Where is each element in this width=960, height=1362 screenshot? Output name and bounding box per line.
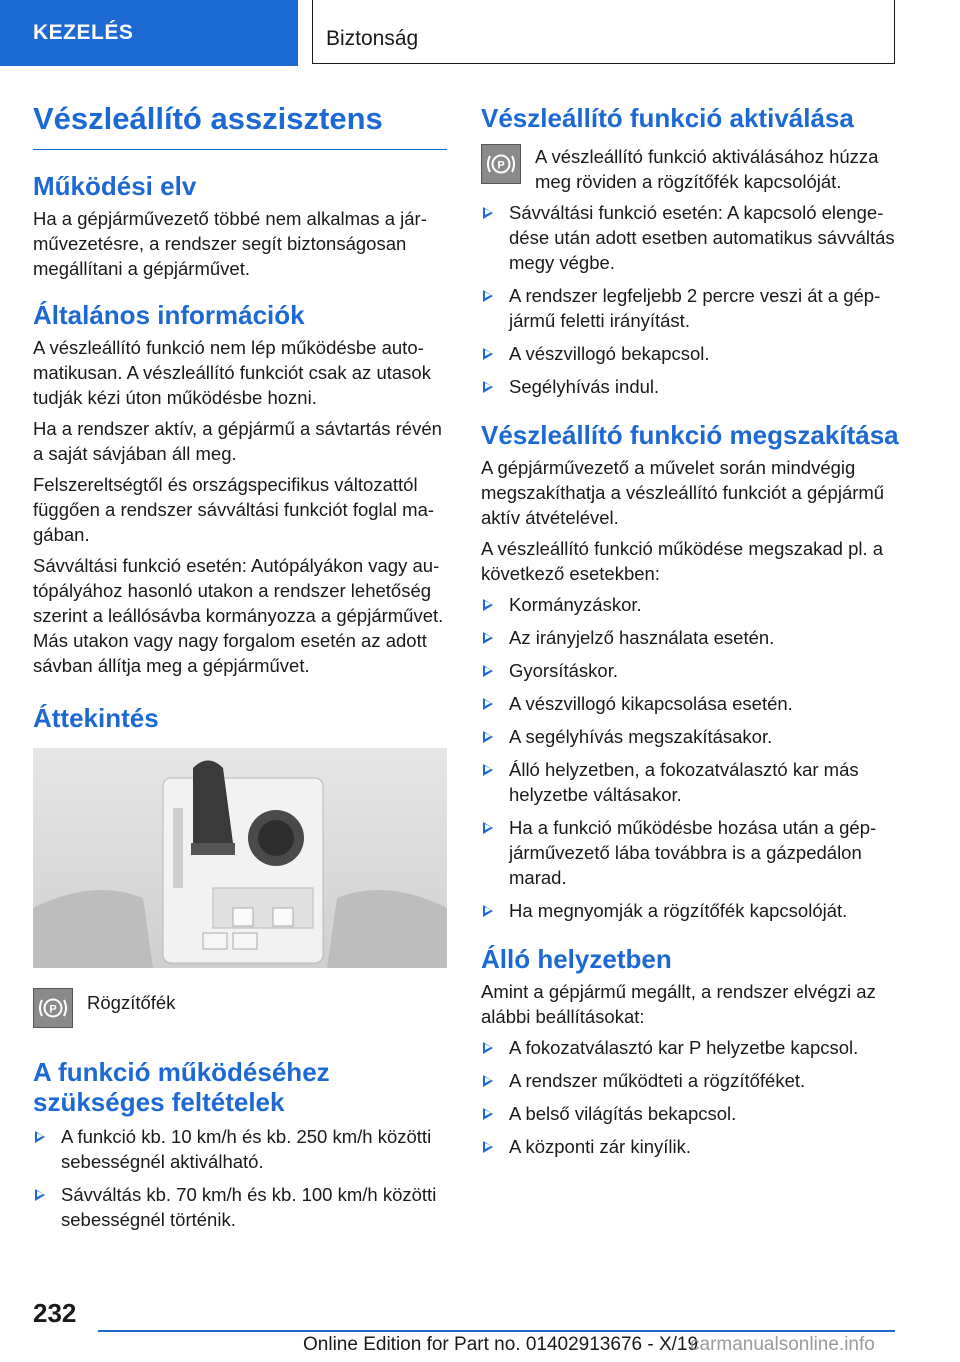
list-item: Az irányjelző használata esetén.: [481, 625, 901, 650]
gear-console-photo: [33, 748, 447, 968]
list-item: A belső világítás bekapcsol.: [481, 1101, 901, 1126]
list-item: Ha megnyomják a rögzítőfék kapcsolóját.: [481, 898, 901, 923]
bullet-triangle-icon: [483, 599, 493, 611]
caption: Rögzítőfék: [87, 991, 176, 1013]
heading-attekintes: Áttekintés: [33, 702, 159, 733]
parking-brake-icon: [481, 144, 521, 184]
bullet-triangle-icon: [483, 764, 493, 776]
page-header: [0, 0, 960, 66]
list-item: Sávváltás kb. 70 km/h és kb. 100 km/h közötti sebességnél történik.: [33, 1182, 447, 1232]
heading-altalanos-informaciok: Általános információk: [33, 300, 305, 331]
bullet-triangle-icon: [483, 381, 493, 393]
list-item: A központi zár kinyílik.: [481, 1134, 901, 1159]
center-console-illustration: [33, 748, 447, 968]
paragraph: Ha a gépjárművezető többé nem alkalmas a járművezetésre, a rendszer segít biztonságosan megállítani a gépjárművet.: [33, 208, 427, 280]
list-item: A rendszer működteti a rögzítőféket.: [481, 1068, 901, 1093]
section-tab: Biztonság: [312, 0, 895, 64]
bullet-triangle-icon: [483, 822, 493, 834]
bullet-triangle-icon: [483, 1042, 493, 1054]
list-item: A vészvillogó bekapcsol.: [481, 341, 901, 366]
edition-text: Online Edition for Part no. 01402913676 - X/19: [303, 1334, 699, 1355]
bullet-triangle-icon: [483, 1108, 493, 1120]
watermark: carmanualsonline.info: [690, 1334, 875, 1355]
paragraph: Ha a rendszer aktív, a gépjármű a sávtartás révén a saját sávjában áll meg.: [33, 417, 442, 464]
bullet-triangle-icon: [483, 632, 493, 644]
list-item: Sávváltási funkció esetén: A kapcsoló elengedése után adott esetben automatikus sávváltás megy végbe.: [481, 200, 901, 275]
list-item: Gyorsításkor.: [481, 658, 901, 683]
bullet-triangle-icon: [483, 290, 493, 302]
bullet-triangle-icon: [35, 1189, 45, 1201]
paragraph: Amint a gépjármű megállt, a rendszer elvégzi az alábbi beállításokat:: [481, 980, 876, 1027]
right-column: [481, 100, 901, 1167]
activation-text: A vészleállító funkció aktiválásához húzza meg röviden a rögzítőfék kapcsolóját.: [535, 145, 879, 192]
svg-text:P: P: [497, 159, 505, 172]
caption-row: [33, 988, 447, 1028]
paragraph: Felszereltségtől és országspecifikus változattól függően a rendszer sávváltási funkciót foglal magában.: [33, 473, 435, 545]
list-item: Segélyhívás indul.: [481, 374, 901, 399]
bullet-triangle-icon: [483, 731, 493, 743]
paragraph: A gépjárművezető a művelet során mindvégig megszakíthatja a vészleállító funkciót a gépjármű aktív átvételével.: [481, 456, 885, 528]
heading-megszakitas: Vészleállító funkció megszakítása: [481, 419, 899, 450]
interrupt-list: [481, 592, 901, 923]
paragraph: A vészleállító funkció nem lép működésbe automatikusan. A vészleállító funkciót csak az utasok tudják kézi úton működésbe hozni.: [33, 336, 431, 408]
bullet-triangle-icon: [483, 905, 493, 917]
list-item: A vészvillogó kikapcsolása esetén.: [481, 691, 901, 716]
list-item: Ha a funkció működésbe hozása után a gépjárművezető lába továbbra is a gázpedálon marad.: [481, 815, 901, 890]
left-column: [33, 100, 447, 1240]
activation-list: [481, 200, 901, 399]
activation-row: [481, 144, 901, 194]
bullet-triangle-icon: [483, 665, 493, 677]
bullet-triangle-icon: [35, 1131, 45, 1143]
standstill-list: [481, 1035, 901, 1159]
list-item: Kormányzáskor.: [481, 592, 901, 617]
list-item: A funkció kb. 10 km/h és kb. 250 km/h közötti sebességnél aktiválható.: [33, 1124, 447, 1174]
bullet-triangle-icon: [483, 348, 493, 360]
page-title: Vészleállító asszisztens: [33, 100, 447, 150]
svg-text:P: P: [49, 1003, 57, 1016]
paragraph: A vészleállító funkció működése megszakad pl. a következő esetekben:: [481, 537, 884, 584]
heading-aktivalas: Vészleállító funkció aktiválása: [481, 103, 854, 133]
list-item: A segélyhívás megszakításakor.: [481, 724, 901, 749]
page-number: 232: [33, 1298, 77, 1328]
heading-allo-helyzetben: Álló helyzetben: [481, 943, 672, 974]
list-item: A fokozatválasztó kar P helyzetbe kapcsol.: [481, 1035, 901, 1060]
footer-divider: [98, 1330, 895, 1332]
parking-brake-icon: [33, 988, 73, 1028]
bullet-triangle-icon: [483, 1075, 493, 1087]
paragraph: Sávváltási funkció esetén: Autópályákon vagy autópályához hasonló utakon a rendszer lehetőség szerint a leállósávba kormányozza a gépjárművet. Más utakon vagy nagy forgalom esetén az adott sávban állítja meg a gépjárművet.: [33, 554, 444, 676]
heading-mukodesi-elv: Működési elv: [33, 171, 197, 202]
list-item: A rendszer legfeljebb 2 percre veszi át a gépjármű feletti irányítást.: [481, 283, 901, 333]
heading-feltetelek: A funkció működéséhez szükséges feltételek: [33, 1056, 330, 1117]
chapter-tab: KEZELÉS: [0, 0, 298, 66]
bullet-triangle-icon: [483, 698, 493, 710]
bullet-triangle-icon: [483, 1141, 493, 1153]
list-item: Álló helyzetben, a fokozatválasztó kar más helyzetbe váltásakor.: [481, 757, 901, 807]
bullet-triangle-icon: [483, 207, 493, 219]
conditions-list: [33, 1124, 447, 1232]
